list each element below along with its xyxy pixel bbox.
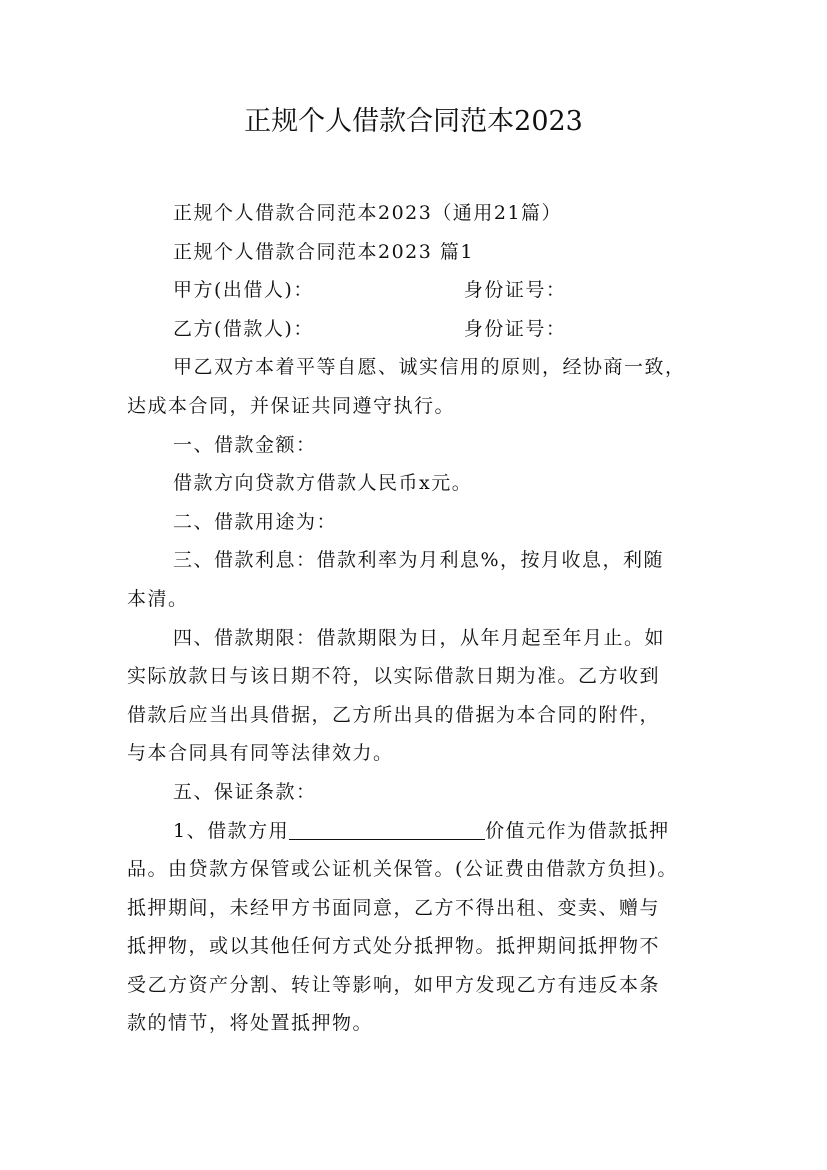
paragraph-line: 品。由贷款方保管或公证机关保管。(公证费由借款方负担)。 <box>127 858 678 881</box>
party-a-id-label: 身份证号： <box>463 279 567 302</box>
paragraph-line: 与本合同具有同等法律效力。 <box>127 742 394 765</box>
subtitle: 正规个人借款合同范本2023（通用21篇） <box>173 202 563 224</box>
paragraph-line: 借款后应当出具借据，乙方所出具的借据为本合同的附件， <box>127 703 661 726</box>
paragraph-line: 受乙方资产分割、转让等影响，如甲方发现乙方有违反本条 <box>127 973 661 996</box>
paragraph-line: 本清。 <box>127 587 189 610</box>
paragraph-line: 抵押期间，未经甲方书面同意，乙方不得出租、变卖、赠与 <box>127 896 661 919</box>
paragraph-line: 甲乙双方本着平等自愿、诚实信用的原则，经协商一致， <box>173 356 686 379</box>
clause-1-prefix: 1、借款方用 <box>173 819 290 842</box>
paragraph-line: 达成本合同，并保证共同遵守执行。 <box>127 394 456 417</box>
section-2-heading: 二、借款用途为： <box>173 510 338 533</box>
paragraph-line: 四、借款期限：借款期限为日，从年月起至年月止。如 <box>173 626 666 649</box>
section-1-heading: 一、借款金额： <box>173 433 317 456</box>
paragraph-line <box>127 812 717 851</box>
section-5-heading: 五、保证条款： <box>173 780 317 803</box>
document-body <box>127 194 717 1043</box>
party-b-label: 乙方(借款人)： <box>173 317 314 340</box>
fill-in-blank <box>289 820 485 840</box>
document-title: 正规个人借款合同范本2023 <box>244 106 583 137</box>
party-a-label: 甲方(出借人)： <box>173 279 314 302</box>
party-b-id-label: 身份证号： <box>463 317 567 340</box>
section-heading: 正规个人借款合同范本2023 篇1 <box>173 240 474 263</box>
paragraph-line: 借款方向贷款方借款人民币x元。 <box>173 472 473 495</box>
party-b-line <box>127 310 717 349</box>
paragraph-line: 实际放款日与该日期不符，以实际借款日期为准。乙方收到 <box>127 665 661 688</box>
paragraph-line: 三、借款利息：借款利率为月利息%，按月收息，利随 <box>173 549 665 572</box>
paragraph-line: 款的情节，将处置抵押物。 <box>127 1012 374 1035</box>
paragraph-line: 抵押物，或以其他任何方式处分抵押物。抵押期间抵押物不 <box>127 935 661 958</box>
party-a-line <box>127 271 717 310</box>
clause-1-suffix: 价值元作为借款抵押 <box>485 819 670 842</box>
